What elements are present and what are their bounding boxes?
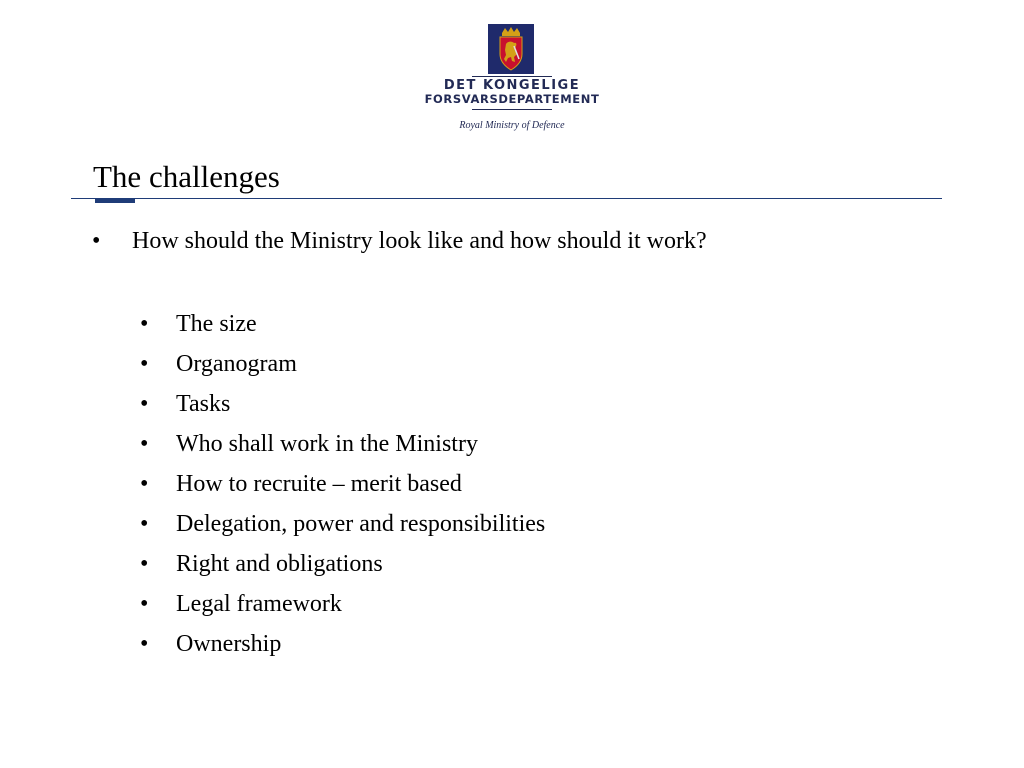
list-item: [140, 344, 545, 384]
list-item-text: Ownership: [176, 631, 282, 657]
title-accent-bar: [95, 199, 135, 203]
list-item-text: Delegation, power and responsibilities: [176, 511, 546, 537]
bullet-marker: •: [140, 591, 149, 617]
list-item-text: Right and obligations: [176, 551, 383, 577]
list-item-text: The size: [176, 311, 257, 337]
logo-divider-bottom: [472, 109, 552, 110]
title-underline: [71, 198, 942, 199]
list-item-text: Legal framework: [176, 591, 342, 617]
bullet-marker: •: [140, 351, 149, 377]
bullet-marker: •: [140, 311, 149, 337]
logo-divider-top: [472, 76, 552, 77]
list-item-text: How to recruite – merit based: [176, 471, 462, 497]
logo-subtitle: Royal Ministry of Defence: [459, 120, 565, 131]
logo-name-line2: FORSVARSDEPARTEMENT: [424, 92, 600, 106]
list-item: [140, 424, 545, 464]
bullet-marker: •: [140, 551, 149, 577]
bullet-marker: •: [140, 471, 149, 497]
list-item: [140, 544, 545, 584]
ministry-logo: [412, 22, 612, 137]
bullet-marker: •: [140, 511, 149, 537]
coat-of-arms-icon: [488, 24, 534, 74]
logo-name-line1: DET KONGELIGE: [443, 78, 581, 93]
main-bullet: [92, 225, 707, 257]
bullet-marker: •: [140, 631, 149, 657]
main-bullet-text: How should the Ministry look like and how should it work?: [132, 228, 707, 254]
bullet-marker: •: [140, 431, 149, 457]
sub-bullet-list: [140, 304, 545, 664]
bullet-marker: •: [140, 391, 149, 417]
list-item: [140, 384, 545, 424]
list-item-text: Organogram: [176, 351, 297, 377]
slide-title: The challenges: [93, 159, 280, 194]
list-item: [140, 304, 545, 344]
bullet-marker: •: [92, 228, 101, 254]
list-item: [140, 464, 545, 504]
list-item: [140, 624, 545, 664]
list-item-text: Tasks: [176, 391, 231, 417]
list-item: [140, 504, 545, 544]
list-item: [140, 584, 545, 624]
list-item-text: Who shall work in the Ministry: [176, 431, 478, 457]
